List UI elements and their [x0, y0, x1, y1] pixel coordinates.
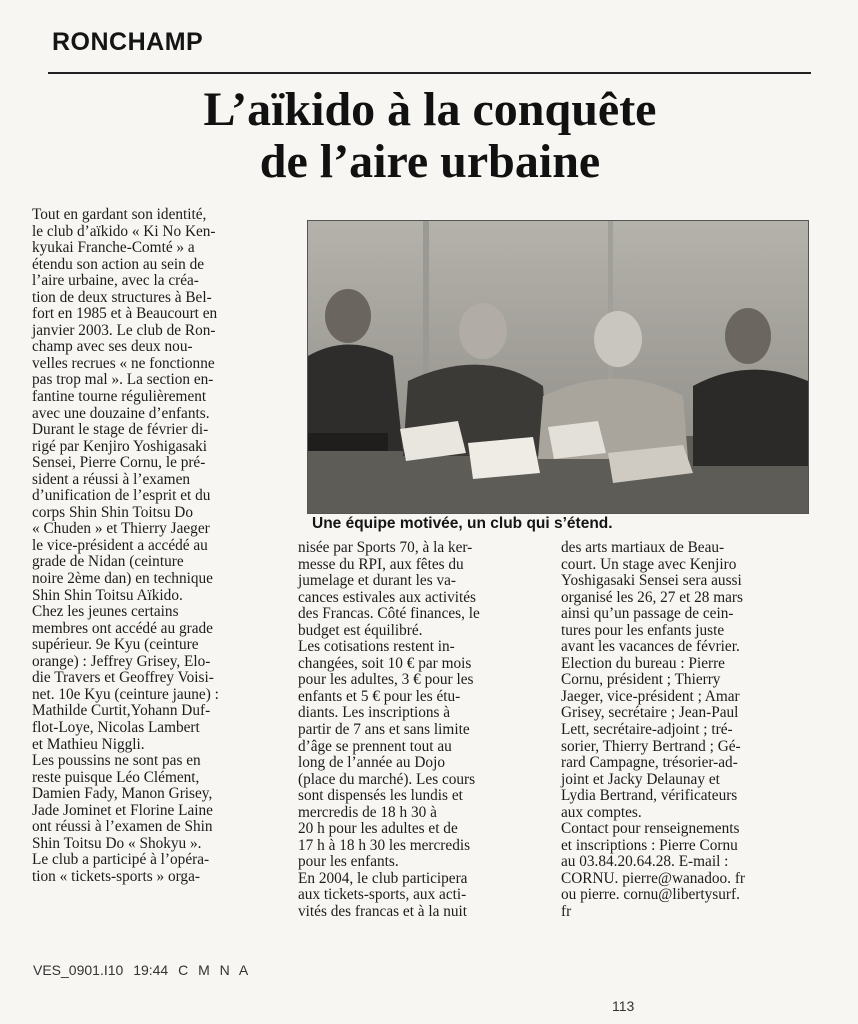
col3-line: Contact pour renseignements: [561, 820, 740, 838]
col1-line: Mathilde Curtit,Yohann Duf-: [32, 702, 211, 720]
headline: [60, 84, 800, 188]
headline-line-1: L’aïkido à la conquête: [203, 83, 657, 136]
col3-line: Cornu, président ; Thierry: [561, 671, 721, 689]
col1-line: supérieur. 9e Kyu (ceinture: [32, 636, 199, 654]
col2-line: vités des francas et à la nuit: [298, 903, 468, 921]
col1-line: corps Shin Shin Toitsu Do: [32, 503, 193, 521]
col2-line: mercredis de 18 h 30 à: [298, 803, 437, 821]
col2-line: enfants et 5 € pour les étu-: [298, 687, 461, 705]
col1-line: reste puisque Léo Clément,: [32, 768, 200, 786]
col3-line: CORNU. pierre@wanadoo. fr: [561, 869, 746, 887]
col2-line: Les cotisations restent in-: [298, 638, 455, 656]
headline-line-2: de l’aire urbaine: [259, 135, 601, 188]
col1-line: pas trop mal ». La section en-: [32, 371, 214, 389]
article-photo: [307, 220, 809, 514]
col1-line: le club d’aïkido « Ki No Ken-: [32, 222, 216, 240]
col1-line: velles recrues « ne fonctionne: [32, 354, 215, 372]
col1-line: le vice-président a accédé au: [32, 536, 208, 554]
col1-line: tion « tickets-sports » orga-: [32, 867, 200, 885]
col1-line: Jade Jominet et Florine Laine: [32, 801, 213, 819]
footer-marks: C M N A: [178, 962, 249, 978]
col2-line: aux tickets-sports, aux acti-: [298, 886, 467, 904]
col1-line: Le club a participé à l’opéra-: [32, 851, 210, 869]
col1-line: d’unification de l’esprit et du: [32, 487, 211, 505]
col1-line: die Travers et Geoffrey Voisi-: [32, 669, 214, 687]
col2-line: sont dispensés les lundis et: [298, 787, 463, 805]
col2-line: nisée par Sports 70, à la ker-: [298, 539, 473, 556]
col1-line: et Mathieu Niggli.: [32, 735, 145, 753]
col1-line: champ avec ses deux nou-: [32, 338, 193, 356]
col1-line: Shin Toitsu Do « Shokyu ».: [32, 834, 202, 852]
col3-line: ainsi qu’un passage de cein-: [561, 605, 734, 623]
col2-line: cances estivales aux activités: [298, 588, 476, 606]
col3-line: Yoshigasaki Sensei sera aussi: [561, 572, 742, 590]
photo-caption: Une équipe motivée, un club qui s’étend.: [312, 515, 613, 532]
col1-line: janvier 2003. Le club de Ron-: [32, 321, 216, 339]
print-footer: [33, 962, 248, 978]
col3-line: Jaeger, vice-président ; Amar: [561, 687, 740, 705]
article-column-2: [298, 540, 548, 921]
col1-line: tion de deux structures à Bel-: [32, 288, 212, 306]
article-column-1: [32, 207, 277, 885]
col2-line: diants. Les inscriptions à: [298, 704, 451, 722]
col1-line: kyukai Franche-Comté » a: [32, 239, 195, 257]
col3-line: Grisey, secrétaire ; Jean-Paul: [561, 704, 739, 722]
col1-line: sident a réussi à l’examen: [32, 470, 191, 488]
col1-line: ont réussi à l’examen de Shin: [32, 818, 213, 836]
footer-time: 19:44: [133, 962, 169, 978]
col1-line: fort en 1985 et à Beaucourt en: [32, 305, 218, 323]
header-rule: [48, 72, 811, 74]
footer-slug: VES_0901.I10: [33, 962, 124, 978]
col1-line: noire 2ème dan) en technique: [32, 570, 213, 588]
col2-line: pour les adultes, 3 € pour les: [298, 671, 474, 689]
col2-line: d’âge se prennent tout au: [298, 737, 452, 755]
col2-line: partir de 7 ans et sans limite: [298, 721, 470, 739]
col1-line: avec une douzaine d’enfants.: [32, 404, 210, 422]
col1-line: Sensei, Pierre Cornu, le pré-: [32, 454, 206, 472]
col1-line: Tout en gardant son identité,: [32, 206, 207, 223]
col2-line: long de l’année au Dojo: [298, 754, 445, 772]
col3-line: organisé les 26, 27 et 28 mars: [561, 588, 743, 606]
col3-line: aux comptes.: [561, 803, 642, 821]
col3-line: fr: [561, 903, 572, 921]
col2-line: 17 h à 18 h 30 les mercredis: [298, 836, 471, 854]
col1-line: Damien Fady, Manon Grisey,: [32, 785, 213, 803]
col3-line: sorier, Thierry Bertrand ; Gé-: [561, 737, 741, 755]
col2-line: changées, soit 10 € par mois: [298, 654, 472, 672]
col2-line: (place du marché). Les cours: [298, 770, 476, 788]
col1-line: Durant le stage de février di-: [32, 421, 209, 439]
col3-line: joint et Jacky Delaunay et: [561, 770, 720, 788]
col2-line: messe du RPI, aux fêtes du: [298, 555, 464, 573]
photo-people-at-table: [308, 221, 808, 513]
col3-line: tures pour les enfants juste: [561, 621, 725, 639]
col3-line: avant les vacances de février.: [561, 638, 740, 656]
col3-line: des arts martiaux de Beau-: [561, 539, 725, 556]
col1-line: Shin Shin Toitsu Aïkido.: [32, 586, 183, 604]
col1-line: Les poussins ne sont pas en: [32, 752, 201, 770]
col1-line: net. 10e Kyu (ceinture jaune) :: [32, 685, 219, 703]
col2-line: jumelage et durant les va-: [298, 572, 457, 590]
col3-line: rard Campagne, trésorier-ad-: [561, 754, 738, 772]
col1-line: membres ont accédé au grade: [32, 619, 213, 637]
col1-line: fantine tourne régulièrement: [32, 388, 207, 406]
col2-line: pour les enfants.: [298, 853, 399, 871]
col1-line: rigé par Kenjiro Yoshigasaki: [32, 437, 208, 455]
col1-line: orange) : Jeffrey Grisey, Elo-: [32, 652, 211, 670]
col1-line: Chez les jeunes certains: [32, 603, 179, 621]
col3-line: Lett, secrétaire-adjoint ; tré-: [561, 721, 733, 739]
col3-line: ou pierre. cornu@libertysurf.: [561, 886, 740, 904]
col1-line: grade de Nidan (ceinture: [32, 553, 184, 571]
col3-line: et inscriptions : Pierre Cornu: [561, 836, 738, 854]
col3-line: Election du bureau : Pierre: [561, 654, 725, 672]
col2-line: En 2004, le club participera: [298, 869, 468, 887]
col2-line: 20 h pour les adultes et de: [298, 820, 458, 838]
page-number: 113: [612, 998, 635, 1014]
col3-line: Lydia Bertrand, vérificateurs: [561, 787, 738, 805]
col2-line: budget est équilibré.: [298, 621, 423, 639]
col3-line: au 03.84.20.64.28. E-mail :: [561, 853, 729, 871]
col1-line: l’aire urbaine, avec la créa-: [32, 272, 199, 290]
col3-line: court. Un stage avec Kenjiro: [561, 555, 737, 573]
col1-line: flot-Loye, Nicolas Lambert: [32, 718, 200, 736]
section-kicker: RONCHAMP: [52, 28, 204, 56]
col2-line: des Francas. Côté finances, le: [298, 605, 480, 623]
col1-line: étendu son action au sein de: [32, 255, 205, 273]
article-column-3: [561, 540, 801, 921]
col1-line: « Chuden » et Thierry Jaeger: [32, 520, 210, 538]
